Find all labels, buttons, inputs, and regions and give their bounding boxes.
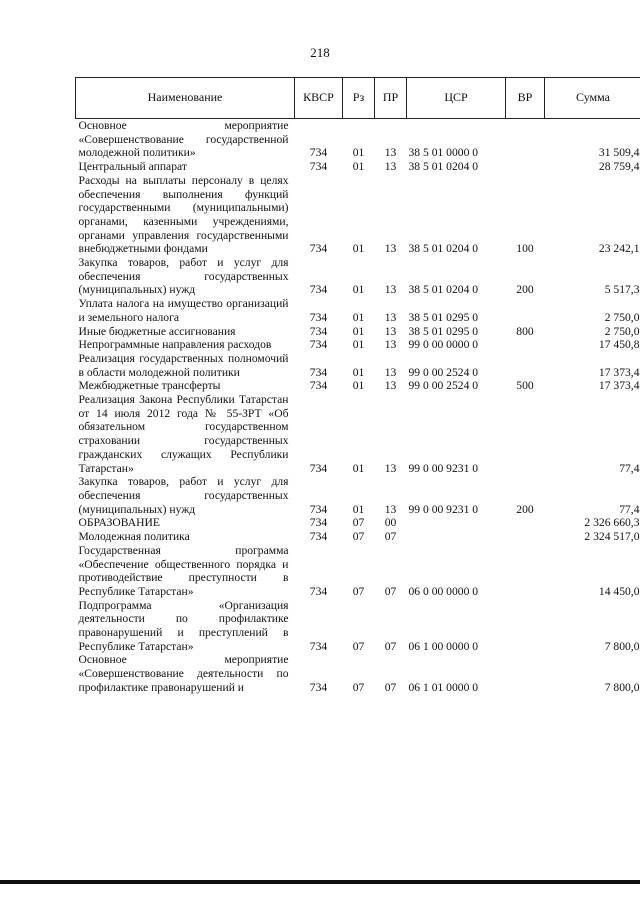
header-name: Наименование: [76, 78, 295, 119]
table-row: [76, 530, 640, 544]
cell-rz: 07: [352, 639, 365, 653]
cell-kvsr: 734: [309, 680, 328, 694]
table-row: [76, 653, 640, 694]
cell-kvsr: 734: [309, 324, 328, 338]
cell-rz: 01: [352, 283, 365, 297]
cell-name: ОБРАЗОВАНИЕ: [78, 516, 160, 530]
cell-name: Основное мероприятие «Совершенствование деятельности по профилактике правонарушений и: [78, 653, 289, 694]
cell-pr: 13: [384, 283, 397, 297]
cell-csr: 99 0 00 2524 0: [408, 365, 479, 379]
cell-sum: 2 324 517,0: [584, 530, 640, 544]
cell-rz: 01: [352, 146, 365, 160]
table-row: [76, 256, 640, 297]
cell-vr: 800: [516, 324, 534, 338]
cell-sum: 2 326 660,3: [584, 516, 640, 530]
cell-name: Центральный аппарат: [78, 160, 187, 174]
table-row: [76, 160, 640, 174]
cell-vr: [506, 160, 545, 174]
cell-rz: 07: [352, 530, 365, 544]
cell-pr: 13: [384, 338, 397, 352]
cell-sum: 17 450,8: [598, 338, 640, 352]
cell-kvsr: 734: [309, 283, 328, 297]
cell-sum: 23 242,1: [598, 242, 640, 256]
cell-vr: [506, 599, 545, 654]
cell-name: Подпрограмма «Организация деятельности по профилактике правонарушений и преступлений в Республике Татарстан»: [78, 598, 289, 653]
cell-vr: 200: [516, 283, 534, 297]
cell-kvsr: 734: [309, 502, 328, 516]
cell-name: Реализация государственных полномочий в области молодежной политики: [78, 351, 289, 379]
cell-csr: 06 0 00 0000 0: [408, 584, 479, 598]
cell-csr: 99 0 00 9231 0: [408, 461, 479, 475]
cell-rz: 07: [352, 680, 365, 694]
cell-kvsr: 734: [309, 530, 328, 544]
cell-pr: 13: [384, 146, 397, 160]
cell-sum: 77,4: [619, 461, 640, 475]
cell-vr: 200: [516, 502, 534, 516]
table-row: [76, 119, 640, 161]
cell-kvsr: 734: [309, 160, 328, 174]
table-row: [76, 379, 640, 393]
cell-pr: 13: [384, 160, 397, 174]
table-row: [76, 297, 640, 324]
cell-sum: 5 517,3: [604, 283, 640, 297]
cell-csr: [407, 530, 506, 544]
cell-csr: 06 1 01 0000 0: [408, 680, 479, 694]
cell-pr: 13: [384, 310, 397, 324]
cell-pr: 13: [384, 379, 397, 393]
cell-vr: [506, 119, 545, 161]
cell-pr: 13: [384, 461, 397, 475]
table-row: [76, 393, 640, 475]
table-row: [76, 325, 640, 339]
header-kvsr: КВСР: [295, 78, 343, 119]
cell-csr: 38 5 01 0204 0: [408, 242, 479, 256]
cell-pr: 00: [384, 516, 397, 530]
cell-vr: 100: [516, 242, 534, 256]
cell-name: Межбюджетные трансферты: [78, 379, 221, 393]
table-body: [76, 119, 640, 695]
cell-pr: 13: [384, 502, 397, 516]
cell-kvsr: 734: [309, 584, 328, 598]
cell-name: Непрограммные направления расходов: [78, 338, 272, 352]
cell-sum: 2 750,0: [604, 324, 640, 338]
cell-csr: 06 1 00 0000 0: [408, 639, 479, 653]
cell-name: Иные бюджетные ассигнования: [78, 324, 236, 338]
cell-vr: [506, 516, 545, 530]
cell-name: Уплата налога на имущество организаций и земельного налога: [78, 297, 289, 324]
cell-name: Расходы на выплаты персоналу в целях обеспечения выполнения функций государственными (муниципальными) органами, казенными учреждениями, органами управления государственными внебюджетными фондами: [78, 173, 289, 256]
cell-vr: [506, 352, 545, 379]
cell-csr: 38 5 01 0204 0: [408, 283, 479, 297]
cell-sum: 31 509,4: [598, 146, 640, 160]
cell-kvsr: 734: [309, 338, 328, 352]
header-vr: ВР: [506, 78, 545, 119]
table-row: [76, 338, 640, 352]
cell-rz: 01: [352, 365, 365, 379]
scan-bottom-edge: [0, 880, 640, 884]
cell-vr: [506, 393, 545, 475]
cell-rz: 01: [352, 324, 365, 338]
cell-kvsr: 734: [309, 639, 328, 653]
cell-rz: 01: [352, 338, 365, 352]
cell-kvsr: 734: [309, 310, 328, 324]
cell-kvsr: 734: [309, 461, 328, 475]
cell-rz: 07: [352, 584, 365, 598]
table-row: [76, 599, 640, 654]
header-pr: ПР: [375, 78, 407, 119]
table-row: [76, 516, 640, 530]
budget-table: [75, 77, 640, 695]
cell-csr: 99 0 00 9231 0: [408, 502, 479, 516]
cell-name: Основное мероприятие «Совершенствование государственной молодежной политики»: [78, 119, 289, 160]
cell-name: Закупка товаров, работ и услуг для обеспечения государственных (муниципальных) нужд: [78, 475, 289, 516]
cell-pr: 13: [384, 365, 397, 379]
cell-rz: 01: [352, 461, 365, 475]
cell-pr: 13: [384, 242, 397, 256]
cell-vr: [506, 530, 545, 544]
cell-pr: 07: [384, 680, 397, 694]
cell-name: Закупка товаров, работ и услуг для обеспечения государственных (муниципальных) нужд: [78, 256, 289, 297]
cell-csr: [407, 516, 506, 530]
cell-sum: 17 373,4: [598, 365, 640, 379]
cell-kvsr: 734: [309, 146, 328, 160]
cell-sum: 7 800,0: [604, 680, 640, 694]
cell-pr: 07: [384, 584, 397, 598]
cell-csr: 99 0 00 2524 0: [408, 379, 479, 393]
cell-kvsr: 734: [309, 365, 328, 379]
cell-rz: 01: [352, 502, 365, 516]
cell-vr: [506, 297, 545, 324]
cell-sum: 7 800,0: [604, 639, 640, 653]
cell-kvsr: 734: [309, 516, 328, 530]
cell-sum: 28 759,4: [598, 160, 640, 174]
cell-sum: 14 450,0: [598, 584, 640, 598]
table-row: [76, 174, 640, 256]
table-header-row: [76, 78, 640, 119]
cell-vr: [506, 653, 545, 694]
cell-csr: 38 5 01 0204 0: [408, 160, 479, 174]
header-rz: Рз: [343, 78, 375, 119]
cell-sum: 17 373,4: [598, 379, 640, 393]
table-row: [76, 475, 640, 516]
cell-vr: [506, 544, 545, 599]
cell-name: Государственная программа «Обеспечение общественного порядка и противодействие преступности в Республике Татарстан»: [78, 543, 289, 598]
cell-csr: 99 0 00 0000 0: [408, 338, 479, 352]
cell-rz: 01: [352, 310, 365, 324]
cell-name: Реализация Закона Республики Татарстан от 14 июля 2012 года № 55-ЗРТ «Об обязательном государственном страховании государственных гражданских служащих Республики Татарстан»: [78, 393, 289, 475]
cell-name: Молодежная политика: [78, 530, 190, 544]
cell-kvsr: 734: [309, 379, 328, 393]
cell-kvsr: 734: [309, 242, 328, 256]
table-row: [76, 544, 640, 599]
cell-rz: 01: [352, 242, 365, 256]
cell-csr: 38 5 01 0295 0: [408, 310, 479, 324]
header-csr: ЦСР: [407, 78, 506, 119]
cell-pr: 13: [384, 324, 397, 338]
cell-vr: [506, 338, 545, 352]
cell-csr: 38 5 01 0295 0: [408, 324, 479, 338]
cell-vr: 500: [516, 379, 534, 393]
cell-csr: 38 5 01 0000 0: [408, 146, 479, 160]
page-number: 218: [310, 45, 330, 60]
cell-pr: 07: [384, 639, 397, 653]
cell-pr: 07: [384, 530, 397, 544]
header-sum: Сумма: [545, 78, 640, 119]
cell-rz: 01: [352, 379, 365, 393]
cell-sum: 77,4: [619, 502, 640, 516]
cell-sum: 2 750,0: [604, 310, 640, 324]
cell-rz: 01: [352, 160, 365, 174]
cell-rz: 07: [352, 516, 365, 530]
table-row: [76, 352, 640, 379]
